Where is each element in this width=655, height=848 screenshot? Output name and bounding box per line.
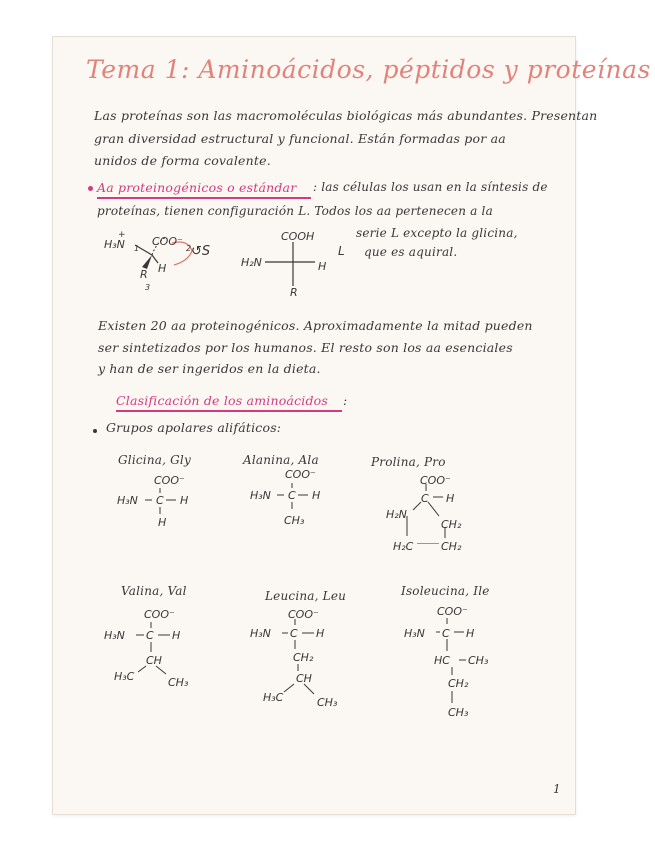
pro-coo: COO⁻ xyxy=(420,474,451,487)
ala-h: H xyxy=(312,489,321,502)
ile-bonds xyxy=(426,615,489,710)
val-h3c: H₃C xyxy=(114,670,135,683)
intro-line-3: unidos de forma covalente. xyxy=(94,153,271,168)
para2-line-3: y han de ser ingeridos en la dieta. xyxy=(98,361,321,376)
d1-num1: 1 xyxy=(134,244,140,253)
pro-h: H xyxy=(446,492,455,505)
bullet-icon xyxy=(88,186,93,191)
gly-side: H xyxy=(158,516,167,529)
ala-c: C xyxy=(288,489,296,502)
pro-ch2a: CH₂ xyxy=(441,518,462,531)
leu-h3c: H₃C xyxy=(263,691,284,704)
d2-cooh: COOH xyxy=(281,230,315,243)
gly-c: C xyxy=(156,494,164,507)
group1-label: Grupos apolares alifáticos: xyxy=(106,420,282,435)
intro-line-2: gran diversidad estructural y funcional. Están formadas por aa xyxy=(94,131,506,146)
val-ch3: CH₃ xyxy=(168,676,189,689)
ala-h3n: H₃N xyxy=(250,489,271,502)
d1-r: R xyxy=(140,268,148,281)
leu-c: C xyxy=(290,627,298,640)
para2-line-2: ser sintetizados por los humanos. El resto son los aa esenciales xyxy=(98,340,513,355)
gly-coo: COO⁻ xyxy=(154,474,185,487)
ile-ch3b: CH₃ xyxy=(448,706,469,719)
aa-name-ala: Alanina, Ala xyxy=(243,453,319,467)
rotation-arrow-icon: ↺S xyxy=(191,244,211,259)
leu-h3n: H₃N xyxy=(250,627,271,640)
ala-coo: COO⁻ xyxy=(285,468,316,481)
ile-hc: HC xyxy=(434,654,450,667)
aa-name-gly: Glicina, Gly xyxy=(118,453,191,467)
classification-heading: Clasificación de los aminoácidos xyxy=(116,393,329,408)
d2-h2n: H₂N xyxy=(241,256,262,269)
gly-h: H xyxy=(180,494,189,507)
ile-c: C xyxy=(442,627,450,640)
section1-line3: serie L excepto la glicina, xyxy=(356,226,518,240)
ala-bonds xyxy=(272,480,312,515)
gly-h3n: H₃N xyxy=(117,494,138,507)
classification-underline xyxy=(116,410,342,412)
para2-line-1: Existen 20 aa proteinogénicos. Aproximadamente la mitad pueden xyxy=(98,318,533,333)
d1-h3n: H₃N xyxy=(104,238,125,251)
pro-bonds xyxy=(395,484,455,544)
leu-ch: CH xyxy=(296,672,312,685)
heading-underline xyxy=(97,197,311,199)
section1-line1-rest: : las células los usan en la síntesis de xyxy=(313,180,548,194)
d1-num2: 2 xyxy=(186,244,192,253)
val-h: H xyxy=(172,629,181,642)
aa-name-leu: Leucina, Leu xyxy=(265,589,347,603)
val-bonds xyxy=(126,618,186,678)
pro-h2n: H₂N xyxy=(386,508,407,521)
val-c: C xyxy=(146,629,154,642)
aa-name-pro: Prolina, Pro xyxy=(371,455,446,469)
d1-h: H xyxy=(158,262,167,275)
ala-side: CH₃ xyxy=(284,514,305,527)
d1-num3: 3 xyxy=(145,283,151,292)
ile-h: H xyxy=(466,627,475,640)
section1-line4: que es aquiral. xyxy=(364,245,458,259)
page-title: Tema 1: Aminoácidos, péptidos y proteínas xyxy=(86,55,651,84)
leu-coo: COO⁻ xyxy=(288,608,319,621)
d1-coo: COO⁻ xyxy=(152,235,183,248)
aa-name-ile: Isoleucina, Ile xyxy=(401,584,490,598)
ile-coo: COO⁻ xyxy=(437,605,468,618)
aa-name-val: Valina, Val xyxy=(121,584,187,598)
pro-c: C xyxy=(421,492,429,505)
section1-line2: proteínas, tienen configuración L. Todos los aa pertenecen a la xyxy=(97,204,493,218)
val-ch: CH xyxy=(146,654,162,667)
ile-ch2: CH₂ xyxy=(448,677,469,690)
pro-h2c: H₂C xyxy=(393,540,414,553)
ile-h3n: H₃N xyxy=(404,627,425,640)
leu-bonds xyxy=(272,616,332,696)
page-number: 1 xyxy=(553,782,561,796)
d2-h: H xyxy=(318,260,327,273)
leu-ch2: CH₂ xyxy=(293,651,314,664)
intro-line-1: Las proteínas son las macromoléculas biológicas más abundantes. Presentan xyxy=(94,108,598,123)
bullet-icon xyxy=(93,429,97,433)
gly-bonds xyxy=(140,485,180,520)
section1-heading: Aa proteinogénicos o estándar xyxy=(97,180,297,195)
val-coo: COO⁻ xyxy=(144,608,175,621)
classification-colon: : xyxy=(343,393,348,408)
leu-h: H xyxy=(316,627,325,640)
d2-r: R xyxy=(290,286,298,299)
d2-l-label: L xyxy=(338,244,345,258)
d1-plus: + xyxy=(118,230,126,240)
val-h3n: H₃N xyxy=(104,629,125,642)
pro-ch2b: CH₂ xyxy=(441,540,462,553)
leu-ch3: CH₃ xyxy=(317,696,338,709)
ile-ch3a: CH₃ xyxy=(468,654,489,667)
